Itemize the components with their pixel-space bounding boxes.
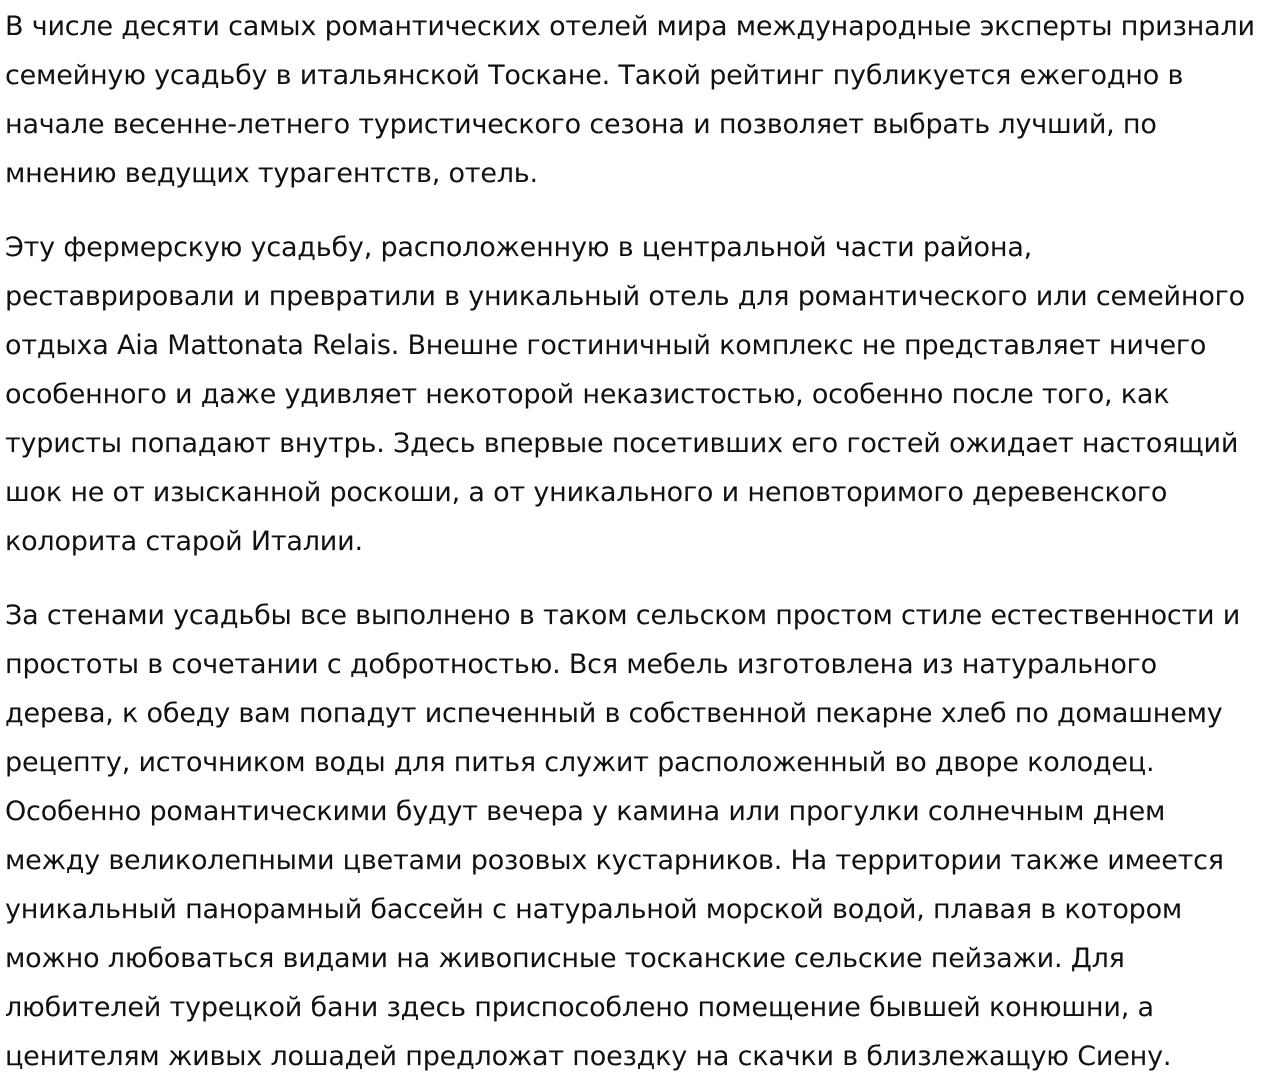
paragraph-2: Эту фермерскую усадьбу, расположенную в центральной части района, реставрировали и превратили в уникальный отель для романтического или семейного отдыха Aia Mattonata Relais. Внешне гостиничный комплекс не представляет ничего особенного и даже удивляет некоторой неказистостью, особенно после того, как туристы попадают внутрь. Здесь впервые посетивших его гостей ожидает настоящий шок не от изысканной роскоши, а от уникального и неповторимого деревенского колорита старой Италии.	[5, 232, 1245, 557]
paragraph-1: В числе десяти самых романтических отелей мира международные эксперты признали семейную усадьбу в итальянской Тоскане. Такой рейтинг публикуется ежегодно в начале весенне-летнего туристического сезона и позволяет выбрать лучший, по мнению ведущих турагентств, отель.	[5, 11, 1255, 189]
paragraph-3: За стенами усадьбы все выполнено в таком сельском простом стиле естественности и простоты в сочетании с добротностью. Вся мебель изготовлена из натурального дерева, к обеду вам попадут испеченный в собственной пекарне хлеб по домашнему рецепту, источником воды для питья служит расположенный во дворе колодец. Особенно романтическими будут вечера у камина или прогулки солнечным днем между великолепными цветами розовых кустарников. На территории также имеется уникальный панорамный бассейн с натуральной морской водой, плавая в котором можно любоваться видами на живописные тосканские сельские пейзажи. Для любителей турецкой бани здесь приспособлено помещение бывшей конюшни, а ценителям живых лошадей предложат поездку на скачки в близлежащую Сиену.	[5, 600, 1241, 1072]
